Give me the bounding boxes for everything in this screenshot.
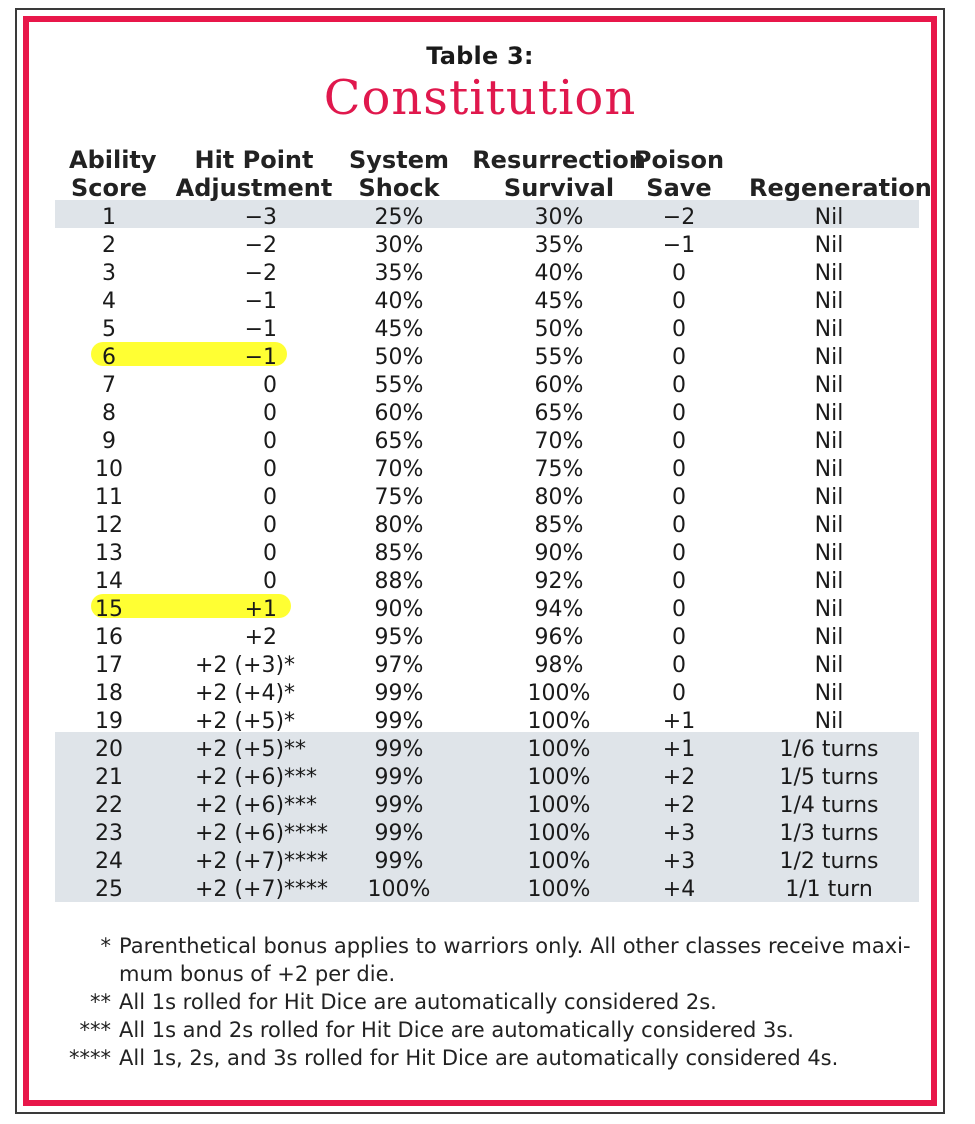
- cell-poison-save: 0: [672, 625, 686, 650]
- cell-ability-score: 22: [95, 793, 123, 818]
- cell-poison-save: 0: [672, 429, 686, 454]
- cell-hit-point-adjustment: 0: [263, 457, 277, 482]
- cell-hit-point-adjustment: 0: [263, 569, 277, 594]
- footnote: [49, 1044, 911, 1072]
- footnote-marker: **: [90, 990, 111, 1014]
- cell-regeneration: Nil: [814, 681, 844, 706]
- cell-hit-point-adjustment: 0: [263, 373, 277, 398]
- header-hit-point-adjustment: Hit Point Adjustment: [175, 146, 333, 202]
- cell-poison-save: 0: [672, 289, 686, 314]
- table-row: [29, 232, 931, 260]
- footnote: [49, 932, 911, 988]
- cell-hit-point-adjustment: +2 (+4)*: [195, 681, 296, 706]
- cell-resurrection-survival: 80%: [534, 485, 584, 510]
- table-row: [29, 708, 931, 736]
- cell-system-shock: 90%: [374, 597, 424, 622]
- cell-poison-save: +2: [662, 793, 696, 818]
- cell-hit-point-adjustment: −3: [244, 205, 277, 230]
- cell-resurrection-survival: 100%: [527, 709, 591, 734]
- cell-hit-point-adjustment: +2 (+6)***: [195, 793, 318, 818]
- cell-regeneration: Nil: [814, 513, 844, 538]
- cell-poison-save: 0: [672, 653, 686, 678]
- cell-resurrection-survival: 100%: [527, 877, 591, 902]
- cell-poison-save: +2: [662, 765, 696, 790]
- cell-poison-save: 0: [672, 261, 686, 286]
- cell-ability-score: 15: [95, 597, 123, 622]
- table-row: [29, 260, 931, 288]
- cell-poison-save: 0: [672, 401, 686, 426]
- cell-regeneration: Nil: [814, 597, 844, 622]
- cell-hit-point-adjustment: 0: [263, 429, 277, 454]
- cell-resurrection-survival: 30%: [534, 205, 584, 230]
- cell-poison-save: 0: [672, 541, 686, 566]
- table-row: [29, 624, 931, 652]
- cell-ability-score: 21: [95, 765, 123, 790]
- cell-resurrection-survival: 100%: [527, 737, 591, 762]
- cell-system-shock: 95%: [374, 625, 424, 650]
- footnote-text: All 1s and 2s rolled for Hit Dice are automatically considered 3s.: [119, 1018, 794, 1042]
- header-ability-score: Ability Score: [69, 146, 157, 202]
- cell-regeneration: Nil: [814, 373, 844, 398]
- footnote-marker: *: [100, 934, 111, 958]
- cell-system-shock: 30%: [374, 233, 424, 258]
- cell-hit-point-adjustment: 0: [263, 401, 277, 426]
- header-regeneration: Regeneration: [749, 174, 932, 202]
- cell-ability-score: 3: [102, 261, 116, 286]
- cell-ability-score: 16: [95, 625, 123, 650]
- cell-poison-save: +3: [662, 849, 696, 874]
- cell-poison-save: 0: [672, 457, 686, 482]
- cell-ability-score: 24: [95, 849, 123, 874]
- cell-resurrection-survival: 45%: [534, 289, 584, 314]
- footnotes: [49, 932, 911, 1072]
- table-row: [29, 456, 931, 484]
- table-row: [29, 288, 931, 316]
- cell-ability-score: 11: [95, 485, 123, 510]
- cell-regeneration: Nil: [814, 653, 844, 678]
- cell-hit-point-adjustment: 0: [263, 485, 277, 510]
- cell-hit-point-adjustment: 0: [263, 513, 277, 538]
- cell-regeneration: Nil: [814, 429, 844, 454]
- cell-regeneration: Nil: [814, 345, 844, 370]
- cell-system-shock: 50%: [374, 345, 424, 370]
- cell-regeneration: 1/6 turns: [779, 737, 879, 762]
- cell-resurrection-survival: 96%: [534, 625, 584, 650]
- footnote: [49, 988, 911, 1016]
- footnote-text-continued: mum bonus of +2 per die.: [119, 962, 396, 986]
- cell-system-shock: 99%: [374, 709, 424, 734]
- cell-resurrection-survival: 65%: [534, 401, 584, 426]
- cell-system-shock: 99%: [374, 765, 424, 790]
- cell-ability-score: 18: [95, 681, 123, 706]
- cell-resurrection-survival: 98%: [534, 653, 584, 678]
- cell-regeneration: Nil: [814, 261, 844, 286]
- cell-resurrection-survival: 70%: [534, 429, 584, 454]
- cell-resurrection-survival: 94%: [534, 597, 584, 622]
- cell-poison-save: 0: [672, 485, 686, 510]
- cell-resurrection-survival: 55%: [534, 345, 584, 370]
- cell-regeneration: Nil: [814, 233, 844, 258]
- cell-ability-score: 23: [95, 821, 123, 846]
- cell-ability-score: 14: [95, 569, 123, 594]
- cell-hit-point-adjustment: +2 (+6)***: [195, 765, 318, 790]
- cell-system-shock: 99%: [374, 793, 424, 818]
- cell-resurrection-survival: 100%: [527, 793, 591, 818]
- cell-poison-save: +3: [662, 821, 696, 846]
- cell-ability-score: 6: [102, 345, 116, 370]
- cell-hit-point-adjustment: +2: [244, 625, 277, 650]
- cell-regeneration: Nil: [814, 401, 844, 426]
- cell-regeneration: Nil: [814, 485, 844, 510]
- cell-hit-point-adjustment: −2: [244, 233, 277, 258]
- cell-resurrection-survival: 100%: [527, 821, 591, 846]
- table-row: [29, 372, 931, 400]
- cell-poison-save: +1: [662, 709, 696, 734]
- table-row: [29, 568, 931, 596]
- cell-resurrection-survival: 100%: [527, 849, 591, 874]
- cell-regeneration: Nil: [814, 625, 844, 650]
- cell-regeneration: 1/4 turns: [779, 793, 879, 818]
- cell-regeneration: 1/5 turns: [779, 765, 879, 790]
- cell-resurrection-survival: 85%: [534, 513, 584, 538]
- cell-poison-save: 0: [672, 317, 686, 342]
- table-row: [29, 344, 931, 372]
- table-row: [29, 596, 931, 624]
- cell-resurrection-survival: 75%: [534, 457, 584, 482]
- cell-ability-score: 1: [102, 205, 116, 230]
- cell-system-shock: 45%: [374, 317, 424, 342]
- table-row: [29, 680, 931, 708]
- cell-hit-point-adjustment: −1: [244, 345, 277, 370]
- cell-system-shock: 55%: [374, 373, 424, 398]
- cell-poison-save: +1: [662, 737, 696, 762]
- cell-system-shock: 85%: [374, 541, 424, 566]
- cell-poison-save: 0: [672, 597, 686, 622]
- cell-ability-score: 10: [95, 457, 123, 482]
- table-row: [29, 652, 931, 680]
- cell-poison-save: 0: [672, 345, 686, 370]
- cell-ability-score: 13: [95, 541, 123, 566]
- header-poison-save: Poison Save: [633, 146, 725, 202]
- table-number: Table 3:: [426, 42, 534, 70]
- cell-resurrection-survival: 35%: [534, 233, 584, 258]
- cell-regeneration: Nil: [814, 205, 844, 230]
- cell-system-shock: 65%: [374, 429, 424, 454]
- cell-system-shock: 40%: [374, 289, 424, 314]
- cell-ability-score: 19: [95, 709, 123, 734]
- cell-poison-save: +4: [662, 877, 696, 902]
- table-row: [29, 764, 931, 792]
- cell-hit-point-adjustment: +2 (+7)****: [195, 849, 329, 874]
- table-row: [29, 820, 931, 848]
- cell-hit-point-adjustment: +2 (+6)****: [195, 821, 329, 846]
- cell-hit-point-adjustment: +2 (+3)*: [195, 653, 296, 678]
- cell-system-shock: 70%: [374, 457, 424, 482]
- cell-system-shock: 99%: [374, 737, 424, 762]
- table-card: [29, 22, 931, 1100]
- table-row: [29, 792, 931, 820]
- cell-system-shock: 80%: [374, 513, 424, 538]
- footnote-text: All 1s, 2s, and 3s rolled for Hit Dice are automatically considered 4s.: [119, 1046, 839, 1070]
- cell-ability-score: 8: [102, 401, 116, 426]
- cell-regeneration: Nil: [814, 317, 844, 342]
- cell-regeneration: 1/2 turns: [779, 849, 879, 874]
- table-row: [29, 316, 931, 344]
- cell-hit-point-adjustment: +2 (+5)**: [195, 737, 307, 762]
- table-row: [29, 484, 931, 512]
- cell-regeneration: Nil: [814, 457, 844, 482]
- cell-regeneration: Nil: [814, 709, 844, 734]
- cell-ability-score: 17: [95, 653, 123, 678]
- cell-resurrection-survival: 100%: [527, 765, 591, 790]
- cell-regeneration: 1/1 turn: [785, 877, 873, 902]
- table-row: [29, 876, 931, 904]
- cell-hit-point-adjustment: −1: [244, 289, 277, 314]
- table-header: [29, 146, 932, 210]
- cell-hit-point-adjustment: −2: [244, 261, 277, 286]
- cell-ability-score: 5: [102, 317, 116, 342]
- footnote-marker: ***: [79, 1018, 111, 1042]
- cell-resurrection-survival: 92%: [534, 569, 584, 594]
- cell-poison-save: 0: [672, 681, 686, 706]
- cell-regeneration: Nil: [814, 569, 844, 594]
- footnote-marker: ****: [69, 1046, 111, 1070]
- cell-poison-save: 0: [672, 513, 686, 538]
- cell-hit-point-adjustment: +2 (+5)*: [195, 709, 296, 734]
- table-row: [29, 848, 931, 876]
- cell-regeneration: Nil: [814, 289, 844, 314]
- cell-regeneration: 1/3 turns: [779, 821, 879, 846]
- cell-ability-score: 4: [102, 289, 116, 314]
- table-title: Constitution: [323, 70, 637, 126]
- cell-ability-score: 9: [102, 429, 116, 454]
- cell-poison-save: 0: [672, 373, 686, 398]
- cell-resurrection-survival: 90%: [534, 541, 584, 566]
- cell-resurrection-survival: 60%: [534, 373, 584, 398]
- cell-ability-score: 12: [95, 513, 123, 538]
- cell-system-shock: 97%: [374, 653, 424, 678]
- cell-system-shock: 25%: [374, 205, 424, 230]
- header-system-shock: System Shock: [349, 146, 449, 202]
- table-row: [29, 512, 931, 540]
- cell-poison-save: −1: [662, 233, 696, 258]
- cell-ability-score: 2: [102, 233, 116, 258]
- footnote: [49, 1016, 911, 1044]
- cell-system-shock: 100%: [367, 877, 431, 902]
- table-row: [29, 428, 931, 456]
- cell-hit-point-adjustment: 0: [263, 541, 277, 566]
- cell-ability-score: 25: [95, 877, 123, 902]
- header-resurrection-survival: Resurrection Survival: [472, 146, 646, 202]
- cell-system-shock: 35%: [374, 261, 424, 286]
- cell-system-shock: 88%: [374, 569, 424, 594]
- cell-resurrection-survival: 40%: [534, 261, 584, 286]
- red-border-frame: [23, 16, 937, 1106]
- table-row: [29, 204, 931, 232]
- cell-hit-point-adjustment: −1: [244, 317, 277, 342]
- cell-system-shock: 75%: [374, 485, 424, 510]
- cell-system-shock: 99%: [374, 821, 424, 846]
- cell-resurrection-survival: 50%: [534, 317, 584, 342]
- cell-ability-score: 7: [102, 373, 116, 398]
- cell-regeneration: Nil: [814, 541, 844, 566]
- table-row: [29, 400, 931, 428]
- cell-resurrection-survival: 100%: [527, 681, 591, 706]
- footnote-text: All 1s rolled for Hit Dice are automatically considered 2s.: [119, 990, 717, 1014]
- cell-system-shock: 60%: [374, 401, 424, 426]
- cell-poison-save: 0: [672, 569, 686, 594]
- cell-poison-save: −2: [662, 205, 696, 230]
- cell-hit-point-adjustment: +1: [244, 597, 277, 622]
- cell-ability-score: 20: [95, 737, 123, 762]
- table-row: [29, 736, 931, 764]
- cell-hit-point-adjustment: +2 (+7)****: [195, 877, 329, 902]
- cell-system-shock: 99%: [374, 849, 424, 874]
- footnote-text: Parenthetical bonus applies to warriors only. All other classes receive maxi-: [119, 934, 911, 958]
- cell-system-shock: 99%: [374, 681, 424, 706]
- table-row: [29, 540, 931, 568]
